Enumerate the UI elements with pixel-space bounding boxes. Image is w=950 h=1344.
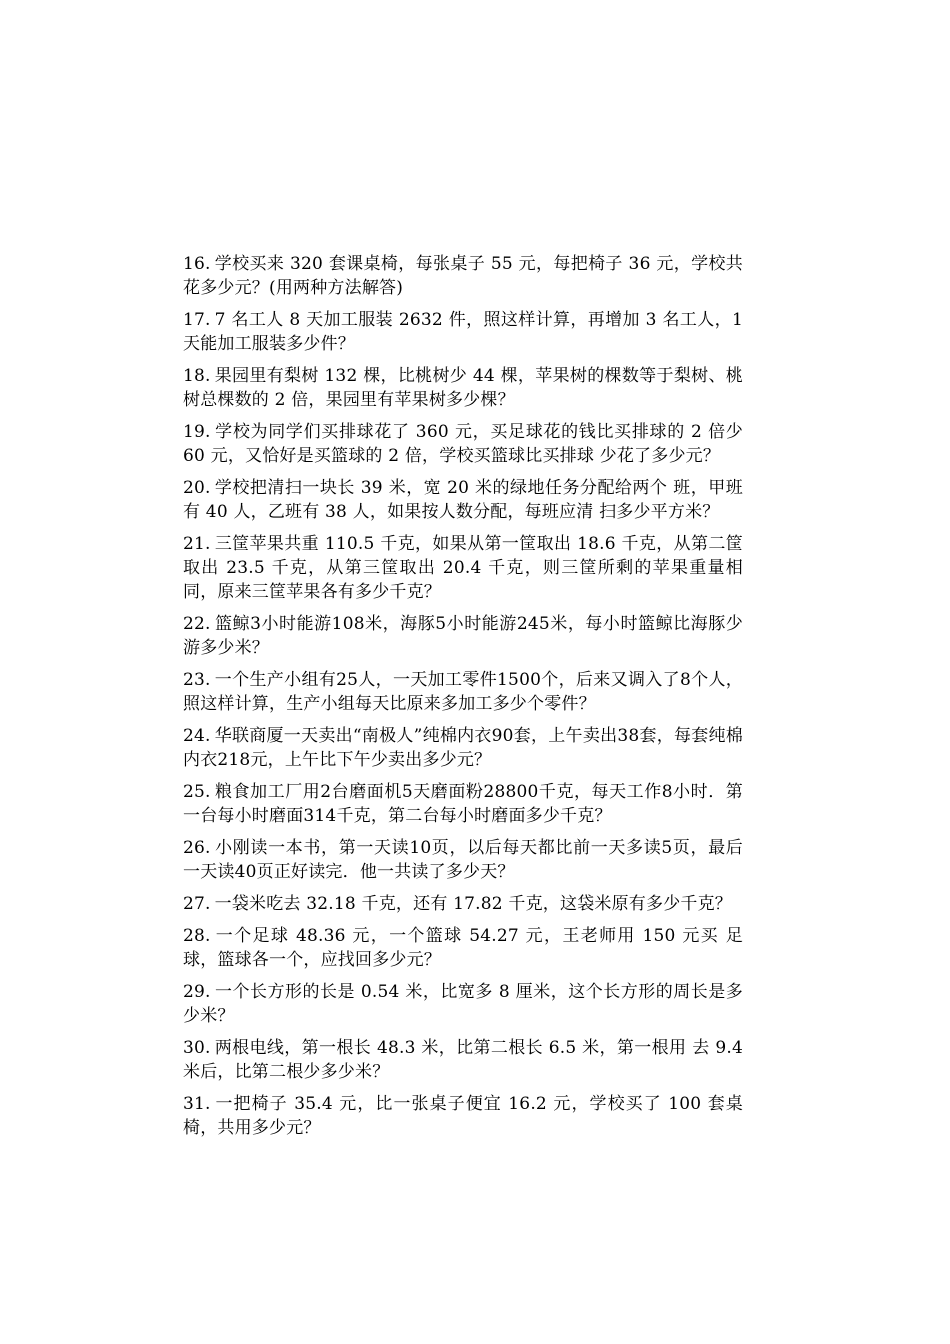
problem-number: 30.	[183, 1038, 211, 1058]
problem-27	[183, 892, 743, 916]
problem-19	[183, 420, 743, 468]
problem-20	[183, 476, 743, 524]
problem-number: 17.	[183, 310, 211, 330]
problem-23	[183, 668, 743, 716]
problem-text: 学校为同学们买排球花了 360 元，买足球花的钱比买排球的 2 倍少 60 元，又恰好是买篮球的 2 倍，学校买篮球比买排球 少花了多少元？	[183, 422, 743, 466]
problem-number: 24.	[183, 726, 211, 746]
problem-number: 27.	[183, 894, 211, 914]
problem-30	[183, 1036, 743, 1084]
problem-number: 28.	[183, 926, 211, 946]
problem-24	[183, 724, 743, 772]
problem-number: 18.	[183, 366, 211, 386]
problem-text: 7 名工人 8 天加工服装 2632 件，照这样计算，再增加 3 名工人，1 天能加工服装多少件？	[183, 310, 743, 354]
problem-number: 21.	[183, 534, 211, 554]
problem-number: 22.	[183, 614, 211, 634]
problem-text: 学校把清扫一块长 39 米，宽 20 米的绿地任务分配给两个 班，甲班有 40 人，乙班有 38 人，如果按人数分配，每班应清 扫多少平方米？	[183, 478, 743, 522]
problem-26	[183, 836, 743, 884]
problem-16	[183, 252, 743, 300]
problem-number: 20.	[183, 478, 211, 498]
problem-text: 篮鲸3小时能游108米，海豚5小时能游245米，每小时篮鲸比海豚少游多少米？	[183, 614, 743, 658]
problem-number: 19.	[183, 422, 211, 442]
problem-17	[183, 308, 743, 356]
problem-number: 29.	[183, 982, 211, 1002]
problem-31	[183, 1092, 743, 1140]
problem-list	[183, 252, 743, 1148]
problem-22	[183, 612, 743, 660]
problem-text: 学校买来 320 套课桌椅，每张桌子 55 元，每把椅子 36 元，学校共花多少元？(用两种方法解答)	[183, 254, 743, 298]
problem-text: 三筐苹果共重 110.5 千克，如果从第一筐取出 18.6 千克，从第二筐取出 23.5 千克，从第三筐取出 20.4 千克，则三筐所剩的苹果重量相同，原来三筐苹果各有多少千克？	[183, 534, 743, 602]
problem-text: 一袋米吃去 32.18 千克，还有 17.82 千克，这袋米原有多少千克？	[214, 894, 732, 914]
problem-number: 31.	[183, 1094, 211, 1114]
problem-number: 23.	[183, 670, 211, 690]
problem-text: 一个足球 48.36 元，一个篮球 54.27 元，王老师用 150 元买 足球，篮球各一个，应找回多少元？	[183, 926, 743, 970]
problem-text: 一个长方形的长是 0.54 米，比宽多 8 厘米，这个长方形的周长是多少米？	[183, 982, 743, 1026]
problem-text: 一把椅子 35.4 元，比一张桌子便宜 16.2 元，学校买了 100 套桌椅，共用多少元？	[183, 1094, 743, 1138]
problem-number: 26.	[183, 838, 211, 858]
problem-21	[183, 532, 743, 604]
problem-text: 小刚读一本书，第一天读10页，以后每天都比前一天多读5页，最后一天读40页正好读完．他一共读了多少天？	[183, 838, 743, 882]
problem-28	[183, 924, 743, 972]
problem-number: 25.	[183, 782, 211, 802]
problem-29	[183, 980, 743, 1028]
problem-text: 两根电线，第一根长 48.3 米，比第二根长 6.5 米，第一根用 去 9.4 米后，比第二根少多少米？	[183, 1038, 743, 1082]
problem-25	[183, 780, 743, 828]
problem-text: 粮食加工厂用2台磨面机5天磨面粉28800千克，每天工作8小时．第一台每小时磨面314千克，第二台每小时磨面多少千克？	[183, 782, 743, 826]
problem-text: 果园里有梨树 132 棵，比桃树少 44 棵，苹果树的棵数等于梨树、桃树总棵数的 2 倍，果园里有苹果树多少棵？	[183, 366, 743, 410]
problem-text: 华联商厦一天卖出“南极人”纯棉内衣90套，上午卖出38套，每套纯棉内衣218元，上午比下午少卖出多少元？	[183, 726, 743, 770]
problem-text: 一个生产小组有25人，一天加工零件1500个，后来又调入了8个人，照这样计算，生产小组每天比原来多加工多少个零件？	[183, 670, 743, 714]
problem-18	[183, 364, 743, 412]
problem-number: 16.	[183, 254, 211, 274]
